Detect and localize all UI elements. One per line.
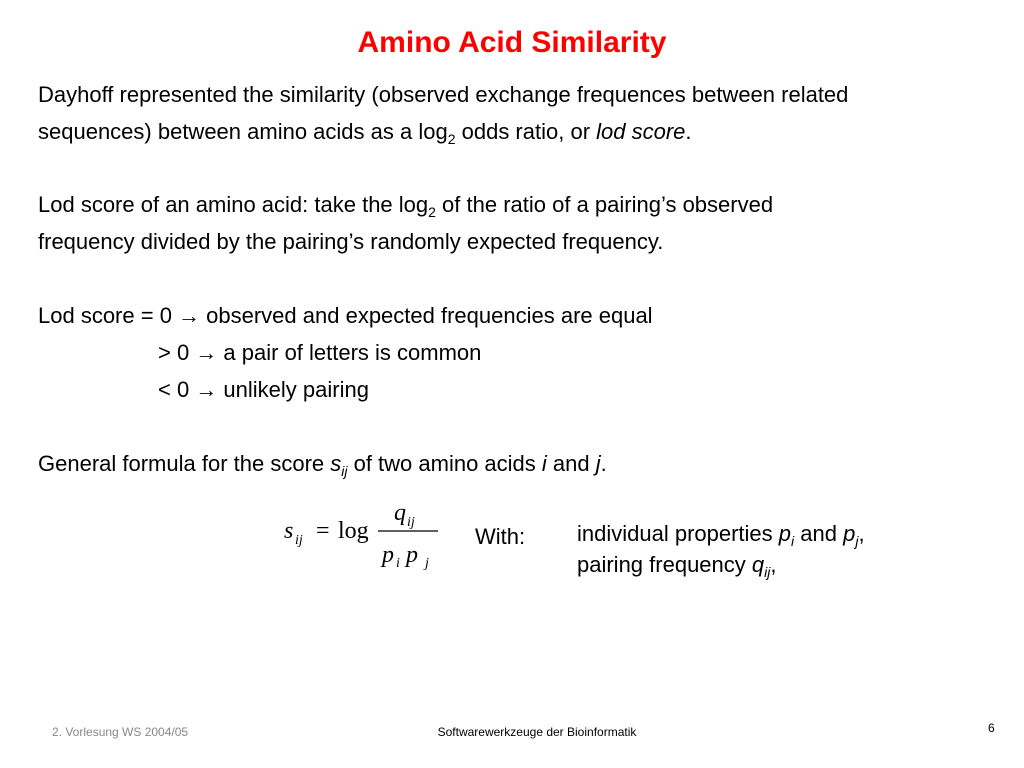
text-segment: General formula for the score (38, 451, 331, 476)
with-line-frequency (577, 549, 865, 580)
paragraph-dayhoff-line2 (38, 113, 998, 150)
formula-denom-p2: p (406, 542, 418, 568)
with-line-properties (577, 518, 865, 549)
variable-p: p (778, 521, 792, 546)
text-segment: of two amino acids (347, 451, 542, 476)
lod-rule-positive: > 0 → a pair of letters is common (158, 340, 482, 365)
formula-lhs: s (284, 518, 294, 544)
with-description (577, 518, 865, 580)
variable-i: i (541, 451, 547, 476)
formula-denom-p1: p (382, 542, 394, 568)
text-segment: sequences) between amino acids as a log (38, 119, 448, 144)
text-segment: , (858, 521, 865, 546)
subscript: 2 (428, 204, 436, 220)
text-segment: and (794, 521, 844, 546)
footer-course-title: Softwarewerkzeuge der Bioinformatik (437, 725, 637, 739)
subscript-italic: i (791, 533, 795, 549)
variable-q: q (751, 552, 765, 577)
slide-title: Amino Acid Similarity (357, 26, 667, 59)
text-segment: and (546, 451, 596, 476)
page-number: 6 (988, 721, 995, 735)
text-segment: Lod score of an amino acid: take the log (38, 192, 429, 217)
formula-denom-p2-sub: j (425, 556, 429, 571)
formula-numerator: q (394, 500, 406, 526)
subscript-italic: j (855, 533, 859, 549)
text-segment: . (685, 119, 692, 144)
subscript-italic: ij (764, 564, 771, 580)
text-segment: odds ratio, or (455, 119, 597, 144)
footer-lecture-info: 2. Vorlesung WS 2004/05 (52, 725, 189, 739)
text-segment: , (770, 552, 777, 577)
subscript: 2 (447, 131, 456, 147)
text-segment: pairing frequency (577, 552, 752, 577)
with-label: With: (475, 524, 526, 549)
paragraph-dayhoff (38, 76, 998, 150)
variable-j: j (595, 451, 601, 476)
formula-svg (280, 496, 450, 576)
paragraph-dayhoff-line1: Dayhoff represented the similarity (observed exchange frequences between related (38, 82, 849, 107)
score-formula (280, 496, 450, 576)
formula-log: log (338, 518, 369, 544)
text-segment: individual properties (577, 521, 779, 546)
paragraph-lod-definition (38, 186, 998, 260)
score-symbol: s (330, 451, 342, 476)
subscript-italic: ij (341, 463, 348, 479)
italic-term: lod score (596, 119, 686, 144)
text-segment: . (600, 451, 607, 476)
formula-lhs-sub: ij (295, 533, 303, 548)
lod-rule-equal: Lod score = 0 → observed and expected frequencies are equal (38, 303, 653, 328)
general-formula-line (38, 445, 998, 482)
paragraph-lod-line2: frequency divided by the pairing’s randomly expected frequency. (38, 229, 664, 254)
formula-denom-p1-sub: i (396, 556, 400, 571)
formula-equals: = (316, 518, 330, 544)
text-segment: of the ratio of a pairing’s observed (435, 192, 774, 217)
formula-numerator-sub: ij (407, 515, 415, 530)
paragraph-lod-line1 (38, 186, 998, 223)
variable-p: p (843, 521, 856, 546)
lod-rule-negative: < 0 → unlikely pairing (158, 377, 369, 402)
